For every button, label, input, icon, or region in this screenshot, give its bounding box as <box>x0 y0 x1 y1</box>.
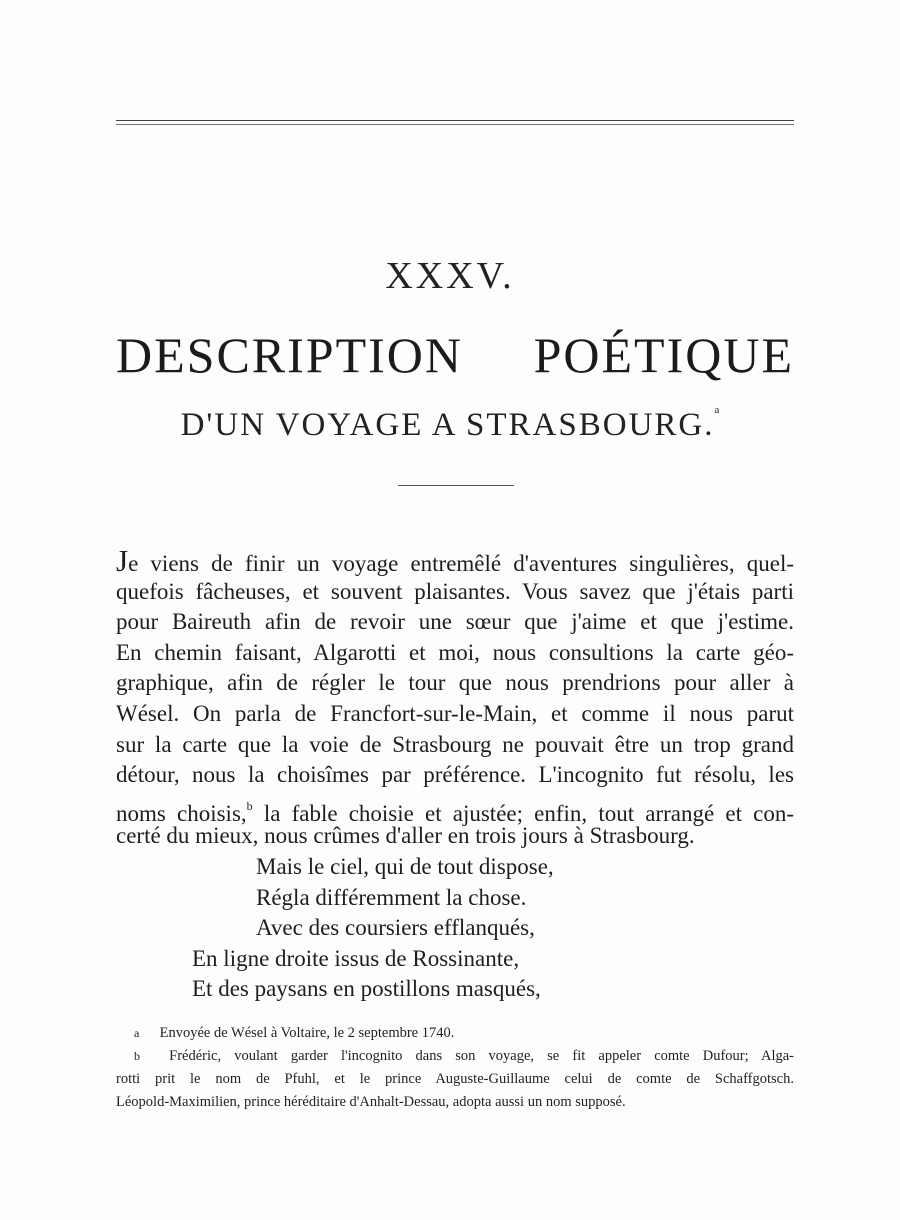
body-line: quefois fâcheuses, et souvent plaisantes. Vous savez que j'étais parti <box>116 578 794 604</box>
body-line: sur la carte que la voie de Strasbourg ne pouvait être un trop grand <box>116 731 794 757</box>
chapter-subtitle <box>0 404 900 444</box>
note-mark-b: b <box>246 798 253 813</box>
body-line-text: noms choisis, <box>116 800 247 826</box>
top-rule <box>116 120 794 121</box>
footnote-text: Envoyée de Wésel à Voltaire, le 2 septembre 1740. <box>159 1025 455 1041</box>
chapter-number: XXXV. <box>385 255 515 297</box>
title-separator <box>398 485 514 486</box>
verse-line: En ligne droite issus de Rossinante, <box>192 945 520 971</box>
footnotes <box>116 1022 794 1114</box>
footnote-b <box>116 1045 794 1114</box>
footnote-a <box>116 1022 794 1045</box>
footnote-line <box>116 1045 794 1068</box>
title-note-mark: a <box>714 404 720 416</box>
body-line <box>116 543 794 578</box>
body-line: Wésel. On parla de Francfort-sur-le-Main, et comme il nous parut <box>116 700 794 726</box>
body-line: certé du mieux, nous crûmes d'aller en trois jours à Strasbourg. <box>116 823 695 849</box>
body-line: détour, nous la choisîmes par préférence. L'incognito fut résolu, les <box>116 762 794 788</box>
body-line <box>116 791 795 826</box>
body-line-text: la fable choisie et ajustée; enfin, tout arrangé et con- <box>263 800 795 826</box>
chapter-subtitle-text: D'UN VOYAGE A STRASBOURG. <box>180 407 715 443</box>
letter-body <box>116 543 795 1005</box>
body-line: En chemin faisant, Algarotti et moi, nous consultions la carte géo- <box>116 639 794 665</box>
body-line: graphique, afin de régler le tour que nous prendrions pour aller à <box>116 670 794 696</box>
footnote-line: rotti prit le nom de Pfuhl, et le prince Auguste-Guillaume celui de comte de Schaffgotsch. <box>116 1071 794 1087</box>
verse-line: Avec des coursiers efflanqués, <box>256 915 535 941</box>
body-line: pour Baireuth afin de revoir une sœur que j'aime et que j'estime. <box>116 609 794 635</box>
body-line-text: e viens de finir un voyage entremêlé d'aventures singulières, quel- <box>128 551 794 576</box>
footnote-line: Léopold-Maximilien, prince héréditaire d'Anhalt-Dessau, adopta aussi un nom supposé. <box>116 1094 626 1110</box>
top-rule-thin <box>116 124 794 125</box>
drop-letter: J <box>116 543 129 578</box>
footnote-mark: b <box>134 1049 140 1063</box>
footnote-text: Frédéric, voulant garder l'incognito dans son voyage, se fit appeler comte Dufour; Alga- <box>169 1048 795 1064</box>
verse-line: Régla différemment la chose. <box>256 884 527 910</box>
footnote-mark: a <box>134 1026 140 1040</box>
chapter-title: DESCRIPTION POÉTIQUE <box>116 327 794 383</box>
footnote-line <box>116 1022 794 1045</box>
verse-line: Et des paysans en postillons masqués, <box>192 976 541 1002</box>
verse-line: Mais le ciel, qui de tout dispose, <box>256 853 554 879</box>
